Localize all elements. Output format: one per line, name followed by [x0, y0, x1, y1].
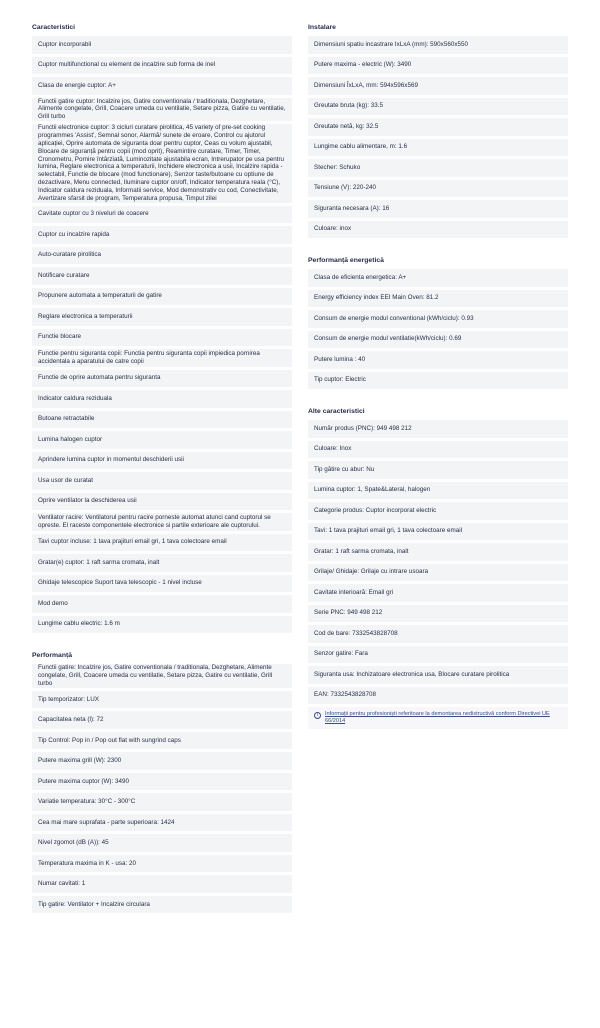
spec-row: [32, 616, 292, 634]
spec-text: Siguranta necesara (A): 16: [314, 204, 390, 212]
spec-row: [308, 221, 568, 239]
spec-row: [32, 36, 292, 54]
spec-text: Functie de oprire automata pentru siguranta: [38, 374, 161, 382]
spec-row: [308, 441, 568, 459]
spec-text: Cuptor incorporabil: [38, 40, 92, 48]
spec-row: [32, 513, 292, 531]
spec-text: Clasa de eficienta energetica: A+: [314, 273, 407, 281]
spec-text: Cea mai mare suprafata - parte superioara: 1424: [38, 818, 175, 826]
spec-text: Consum de energie modul conventional (kWh/ciclu): 0.93: [314, 314, 474, 322]
spec-row: [32, 773, 292, 791]
spec-row: [32, 329, 292, 347]
spec-row: [308, 269, 568, 287]
right-column: [308, 20, 568, 729]
spec-text: Functii gatire: Incalzire jos, Gatire conventionala / traditionala, Dezghetare, Alimente congelate, Grill, Coacere umeda cu ventilatie, Setare pizza, Gatire cu ventilatie, Grill turbo: [38, 664, 273, 687]
spec-text: Functie blocare: [38, 333, 82, 341]
spec-text: Dimensiuni spatiu incastrare IxLxA (mm): 590x560x550: [314, 40, 468, 48]
spec-text: Variatie temperatura: 30°C - 300°C: [38, 798, 136, 806]
spec-text: Consum de energie modul ventilatie(kWh/ciclu): 0.69: [314, 335, 462, 343]
spec-text: Lungime cablu electric: 1.6 m: [38, 620, 120, 628]
spec-text: Lungime cablu alimentare, m: 1.6: [314, 143, 408, 151]
spec-text: Cavitate cuptor cu 3 niveluri de coacere: [38, 210, 149, 218]
spec-row: [32, 534, 292, 552]
spec-text: Putere maxima - electric (W): 3490: [314, 61, 412, 69]
section-title-performanta: Performanță: [32, 652, 73, 660]
spec-row: [32, 691, 292, 709]
spec-row: [308, 502, 568, 520]
spec-row: [32, 288, 292, 306]
spec-text: Oprire ventilator la deschiderea usii: [38, 497, 137, 505]
spec-row: [308, 98, 568, 116]
spec-text: Ventilator racire: Ventilatorul pentru racire porneste automat atunci cand cuptorul se opreste. El raceste componentele electronice si partile exterioare ale cuptorului.: [38, 514, 271, 529]
spec-row: [308, 290, 568, 308]
spec-text: Functii electronice cuptor: 3 cicluri curatare pirolitica, 45 variety of pre-set cooking programmes 'Assist', Semnal sonor, Alarmă/ sunete de eroare, Control cu ajutorul aplicației, Oprire automata de siguranta doar pentru cuptor, Ceas cu volum ajustabil, Blocare de siguranță pentru copii (mod oprit), Reamintire curatare, Timer, Timer, Cronometru, Pornire întârziată, Luminozitate ajustabila ecran, Intrerupator pe usa pentru lumina, Reglare electronica a temperaturii, Inchidere electronica a usii, Incalzire rapida - selectabil, Functie de blocare (mod functionare), Senzor taste/butoane cu optiune de dezactivare, Menu connected, Iluminare cuptor on/off, Indicator temperatura reala (°C), Indicator caldura reziduala, Informatii service, Mod demonstrativ cu cod, Conectivitate, Avertizare sfarsit de program, Temperatura propusa, Timpul zilei: [38, 124, 285, 202]
spec-text: Tip gatire: Ventilator + Incalzire circulara: [38, 900, 150, 908]
spec-row: [308, 331, 568, 349]
spec-text: Ghidaje telescopice Suport tava telescopic - 1 nivel incluse: [38, 579, 202, 587]
spec-row: [32, 793, 292, 811]
section-title-caracteristici: Caracteristici: [32, 24, 76, 31]
info-icon: i: [314, 712, 321, 719]
spec-list-performanta: [32, 664, 292, 913]
spec-text: Functie pentru siguranta copii: Functia pentru siguranta copii impiedica pornirea accidentala a aparatului de catre copii: [38, 350, 260, 365]
spec-row: [32, 57, 292, 75]
spec-text: Aprindere lumina cuptor in momentul deschiderii usii: [38, 456, 184, 464]
spec-text: EAN: 7332543828708: [314, 691, 376, 699]
spec-list-caracteristici: [32, 36, 292, 633]
spec-row: [308, 420, 568, 438]
spec-text: Temperatura maxima in K - usa: 20: [38, 859, 136, 867]
spec-row: [308, 625, 568, 643]
spec-text: Grilaje/ Ghidaje: Grilaje cu intrare usoara: [314, 568, 429, 576]
spec-row: [32, 472, 292, 490]
spec-row: [308, 605, 568, 623]
spec-row: [32, 493, 292, 511]
dismantling-info-note: [308, 707, 568, 729]
spec-row: [308, 139, 568, 157]
spec-row: [308, 687, 568, 705]
spec-row: [32, 411, 292, 429]
spec-list-alte-caracteristici: [308, 420, 568, 704]
spec-row: [308, 200, 568, 218]
spec-list-performanta-energetica: [308, 269, 568, 389]
spec-row: [32, 664, 292, 688]
spec-text: Putere lumina : 40: [314, 355, 366, 363]
spec-row: [308, 584, 568, 602]
spec-row: [308, 351, 568, 369]
spec-row: [308, 543, 568, 561]
spec-row: [32, 752, 292, 770]
spec-text: Greutate netă, kg: 32.5: [314, 122, 379, 130]
section-title-performanta-energetica: Performanță energetică: [308, 257, 384, 264]
section-title-alte-caracteristici: Alte caracteristici: [308, 408, 365, 415]
spec-row: [308, 461, 568, 479]
spec-row: [308, 482, 568, 500]
spec-row: [32, 349, 292, 367]
spec-row: [32, 834, 292, 852]
spec-text: Energy efficiency index EEI Main Oven: 81.2: [314, 294, 439, 302]
spec-row: [308, 372, 568, 390]
spec-row: [32, 370, 292, 388]
spec-row: [308, 159, 568, 177]
spec-text: Nivel zgomot (dB (A)): 45: [38, 839, 109, 847]
spec-text: Tip Control: Pop in / Pop out flat with sungrind caps: [38, 736, 181, 744]
spec-row: [308, 77, 568, 95]
spec-row: [32, 390, 292, 408]
spec-text: Număr produs (PNC): 949 498 212: [314, 424, 412, 432]
spec-row: [32, 575, 292, 593]
spec-text: Putere maxima cuptor (W): 3490: [38, 777, 129, 785]
spec-text: Cuptor cu incalzire rapida: [38, 230, 110, 238]
spec-text: Auto-curatare pirolitica: [38, 251, 101, 259]
spec-row: [32, 77, 292, 95]
spec-text: Tavi: 1 tava prajituri email gri, 1 tava colectoare email: [314, 527, 463, 535]
spec-text: Mod demo: [38, 599, 68, 607]
spec-text: Tip cuptor: Electric: [314, 376, 366, 384]
spec-text: Indicator caldura reziduala: [38, 394, 112, 402]
spec-row: [32, 896, 292, 914]
spec-row: [308, 180, 568, 198]
spec-text: Tip temporizator: LUX: [38, 695, 100, 703]
spec-row: [32, 124, 292, 203]
spec-text: Tavi cuptor incluse: 1 tava prajituri email gri, 1 tava colectoare email: [38, 538, 227, 546]
spec-row: [308, 36, 568, 54]
spec-text: Clasa de energie cuptor: A+: [38, 81, 116, 89]
spec-text: Culoare: Inox: [314, 445, 352, 453]
spec-row: [308, 564, 568, 582]
spec-row: [32, 855, 292, 873]
spec-text: Greutate bruta (kg): 33.5: [314, 102, 383, 110]
spec-text: Putere maxima grill (W): 2300: [38, 757, 122, 765]
spec-text: Usa usor de curatat: [38, 476, 93, 484]
spec-text: Serie PNC: 949 498 212: [314, 609, 383, 617]
spec-text: Lumina cuptor: 1, Spate&Lateral, halogen: [314, 486, 431, 494]
spec-text: Tensiune (V): 220-240: [314, 184, 376, 192]
spec-text: Cod de bare: 7332543828708: [314, 629, 398, 637]
spec-text: Propunere automata a temperaturii de gatire: [38, 292, 162, 300]
spec-row: [308, 310, 568, 328]
spec-text: Cavitate interioară: Email gri: [314, 588, 394, 596]
section-title-instalare: Instalare: [308, 24, 336, 31]
spec-row: [32, 732, 292, 750]
spec-row: [32, 308, 292, 326]
spec-row: [32, 247, 292, 265]
spec-text: Gratar: 1 raft sarma cromata, inalt: [314, 547, 409, 555]
spec-text: Butoane retractabile: [38, 415, 95, 423]
spec-text: Culoare: inox: [314, 225, 352, 233]
spec-row: [308, 523, 568, 541]
spec-row: [32, 226, 292, 244]
spec-text: Categorie produs: Cuptor incorporat electric: [314, 506, 437, 514]
spec-text: Functii gatire cuptor: Incalzire jos, Gatire conventionala / traditionala, Dezghetare, Alimente congelate, Grill, Coacere umeda cu ventilatie, Setare pizza, Gatire cu ventilatie, Grill turbo: [38, 97, 286, 121]
spec-row: [308, 666, 568, 684]
spec-row: [32, 814, 292, 832]
spec-row: [32, 206, 292, 224]
spec-text: Cuptor multifunctional cu element de incalzire sub forma de inel: [38, 61, 216, 69]
spec-text: Tip gătire cu abur: Nu: [314, 465, 375, 473]
spec-row: [32, 431, 292, 449]
spec-text: Senzor gatire: Fara: [314, 650, 368, 658]
spec-text: Numar cavitati: 1: [38, 880, 86, 888]
spec-text: Siguranta usa: Inchizatoare electronica usa, Blocare curatare pirolitica: [314, 670, 510, 678]
spec-text: Stecher: Schuko: [314, 163, 361, 171]
left-column: [32, 20, 292, 916]
spec-row: [32, 452, 292, 470]
spec-text: Lumina halogen cuptor: [38, 435, 103, 443]
spec-text: Dimensiuni ÎxLxA, mm: 594x596x569: [314, 81, 418, 89]
spec-row: [32, 554, 292, 572]
dismantling-info-link[interactable]: Informații pentru profesioniști referitoare la demontarea nedistructivă conform Directivei UE 66/2014: [325, 711, 550, 724]
spec-text: Capacitatea neta (l): 72: [38, 716, 104, 724]
spec-list-instalare: [308, 36, 568, 238]
spec-row: [308, 118, 568, 136]
spec-row: [32, 98, 292, 122]
spec-row: [32, 267, 292, 285]
spec-row: [308, 646, 568, 664]
spec-text: Reglare electronica a temperaturii: [38, 312, 133, 320]
spec-text: Gratar(e) cuptor: 1 raft sarma cromata, inalt: [38, 558, 160, 566]
spec-row: [32, 711, 292, 729]
spec-row: [308, 57, 568, 75]
spec-row: [32, 595, 292, 613]
spec-text: Notificare curatare: [38, 271, 90, 279]
spec-row: [32, 875, 292, 893]
